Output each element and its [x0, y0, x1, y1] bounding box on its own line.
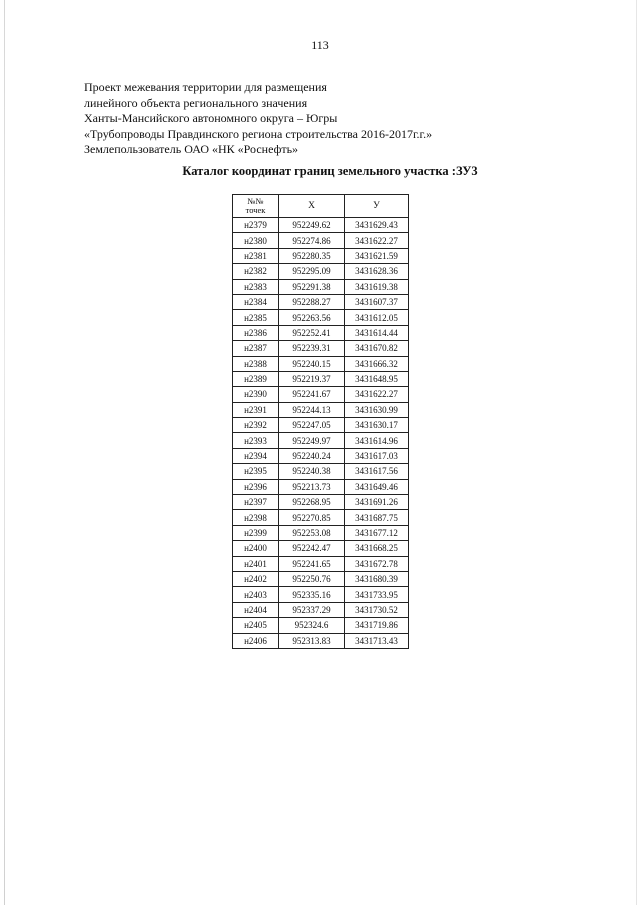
table-row: [233, 633, 409, 648]
column-header-x: X: [279, 195, 345, 218]
table-row: [233, 402, 409, 417]
cell-y: 3431687.75: [345, 510, 409, 525]
table-row: [233, 464, 409, 479]
table-row: [233, 433, 409, 448]
table-row: [233, 571, 409, 586]
cell-x: 952291.38: [279, 279, 345, 294]
cell-y: 3431629.43: [345, 218, 409, 233]
cell-y: 3431619.38: [345, 279, 409, 294]
cell-x: 952241.67: [279, 387, 345, 402]
table-row: [233, 587, 409, 602]
table-row: [233, 418, 409, 433]
cell-x: 952335.16: [279, 587, 345, 602]
cell-y: 3431607.37: [345, 294, 409, 309]
table-row: [233, 479, 409, 494]
cell-y: 3431672.78: [345, 556, 409, 571]
cell-x: 952240.38: [279, 464, 345, 479]
cell-y: 3431691.26: [345, 495, 409, 510]
scan-edge-left: [4, 0, 5, 905]
cell-point-id: н2386: [233, 325, 279, 340]
cell-x: 952213.73: [279, 479, 345, 494]
cell-x: 952288.27: [279, 294, 345, 309]
cell-y: 3431670.82: [345, 341, 409, 356]
cell-x: 952252.41: [279, 325, 345, 340]
cell-point-id: н2387: [233, 341, 279, 356]
cell-y: 3431612.05: [345, 310, 409, 325]
cell-x: 952240.15: [279, 356, 345, 371]
table-row: [233, 325, 409, 340]
table-body: [233, 218, 409, 649]
column-header-point-line1: №№: [247, 196, 264, 206]
cell-point-id: н2390: [233, 387, 279, 402]
cell-point-id: н2401: [233, 556, 279, 571]
cell-point-id: н2403: [233, 587, 279, 602]
table-header-row: [233, 195, 409, 218]
table-row: [233, 294, 409, 309]
header-line-region: Ханты-Мансийского автономного округа – Югры: [84, 111, 338, 125]
table-row: [233, 310, 409, 325]
cell-x: 952253.08: [279, 525, 345, 540]
table-row: [233, 233, 409, 248]
cell-y: 3431730.52: [345, 602, 409, 617]
cell-y: 3431680.39: [345, 571, 409, 586]
cell-x: 952337.29: [279, 602, 345, 617]
table-row: [233, 356, 409, 371]
cell-point-id: н2397: [233, 495, 279, 510]
cell-point-id: н2380: [233, 233, 279, 248]
document-header: [84, 80, 432, 158]
cell-point-id: н2382: [233, 264, 279, 279]
column-header-point-line2: точек: [245, 205, 266, 215]
cell-y: 3431622.27: [345, 387, 409, 402]
cell-point-id: н2395: [233, 464, 279, 479]
table-row: [233, 248, 409, 263]
cell-y: 3431617.03: [345, 448, 409, 463]
cell-point-id: н2393: [233, 433, 279, 448]
cell-point-id: н2383: [233, 279, 279, 294]
cell-x: 952268.95: [279, 495, 345, 510]
cell-y: 3431630.17: [345, 418, 409, 433]
cell-point-id: н2398: [233, 510, 279, 525]
column-header-point: [233, 195, 279, 218]
table-row: [233, 495, 409, 510]
column-header-y: У: [345, 195, 409, 218]
table-row: [233, 387, 409, 402]
table-row: [233, 541, 409, 556]
header-line-pipelines: «Трубопроводы Правдинского региона строительства 2016-2017г.г.»: [84, 126, 433, 141]
cell-x: 952247.05: [279, 418, 345, 433]
cell-point-id: н2391: [233, 402, 279, 417]
table-row: [233, 618, 409, 633]
cell-x: 952270.85: [279, 510, 345, 525]
cell-point-id: н2385: [233, 310, 279, 325]
cell-y: 3431677.12: [345, 525, 409, 540]
cell-point-id: н2400: [233, 541, 279, 556]
table-row: [233, 525, 409, 540]
cell-point-id: н2402: [233, 571, 279, 586]
table-row: [233, 279, 409, 294]
catalog-title: Каталог координат границ земельного участка :ЗУ3: [182, 164, 478, 178]
cell-point-id: н2406: [233, 633, 279, 648]
cell-x: 952324.6: [279, 618, 345, 633]
table-row: [233, 448, 409, 463]
cell-y: 3431614.96: [345, 433, 409, 448]
cell-point-id: н2389: [233, 371, 279, 386]
cell-point-id: н2399: [233, 525, 279, 540]
cell-y: 3431719.86: [345, 618, 409, 633]
cell-x: 952244.13: [279, 402, 345, 417]
cell-x: 952239.31: [279, 341, 345, 356]
cell-x: 952219.37: [279, 371, 345, 386]
cell-x: 952249.97: [279, 433, 345, 448]
cell-point-id: н2405: [233, 618, 279, 633]
cell-y: 3431628.36: [345, 264, 409, 279]
cell-point-id: н2388: [233, 356, 279, 371]
cell-y: 3431614.44: [345, 325, 409, 340]
header-line-land-user: Землепользователь ОАО «НК «Роснефть»: [84, 142, 299, 156]
cell-y: 3431649.46: [345, 479, 409, 494]
cell-point-id: н2384: [233, 294, 279, 309]
table-row: [233, 371, 409, 386]
table-row: [233, 218, 409, 233]
cell-point-id: н2379: [233, 218, 279, 233]
cell-point-id: н2404: [233, 602, 279, 617]
cell-x: 952263.56: [279, 310, 345, 325]
cell-x: 952274.86: [279, 233, 345, 248]
header-line-project: Проект межевания территории для размещения: [84, 80, 327, 94]
cell-y: 3431621.59: [345, 248, 409, 263]
cell-y: 3431668.25: [345, 541, 409, 556]
header-line-object: линейного объекта регионального значения: [84, 95, 308, 110]
cell-y: 3431733.95: [345, 587, 409, 602]
cell-x: 952250.76: [279, 571, 345, 586]
coordinates-table: [232, 194, 409, 649]
cell-x: 952242.47: [279, 541, 345, 556]
table-row: [233, 556, 409, 571]
cell-point-id: н2381: [233, 248, 279, 263]
cell-y: 3431617.56: [345, 464, 409, 479]
cell-point-id: н2392: [233, 418, 279, 433]
cell-x: 952241.65: [279, 556, 345, 571]
cell-y: 3431630.99: [345, 402, 409, 417]
cell-y: 3431648.95: [345, 371, 409, 386]
scan-edge-right: [636, 0, 637, 905]
cell-y: 3431713.43: [345, 633, 409, 648]
table-row: [233, 510, 409, 525]
table-row: [233, 341, 409, 356]
cell-point-id: н2396: [233, 479, 279, 494]
cell-x: 952295.09: [279, 264, 345, 279]
cell-y: 3431666.32: [345, 356, 409, 371]
page-number: 113: [311, 38, 329, 52]
cell-point-id: н2394: [233, 448, 279, 463]
cell-x: 952240.24: [279, 448, 345, 463]
cell-x: 952280.35: [279, 248, 345, 263]
table-row: [233, 264, 409, 279]
cell-x: 952313.83: [279, 633, 345, 648]
cell-x: 952249.62: [279, 218, 345, 233]
table-row: [233, 602, 409, 617]
cell-y: 3431622.27: [345, 233, 409, 248]
